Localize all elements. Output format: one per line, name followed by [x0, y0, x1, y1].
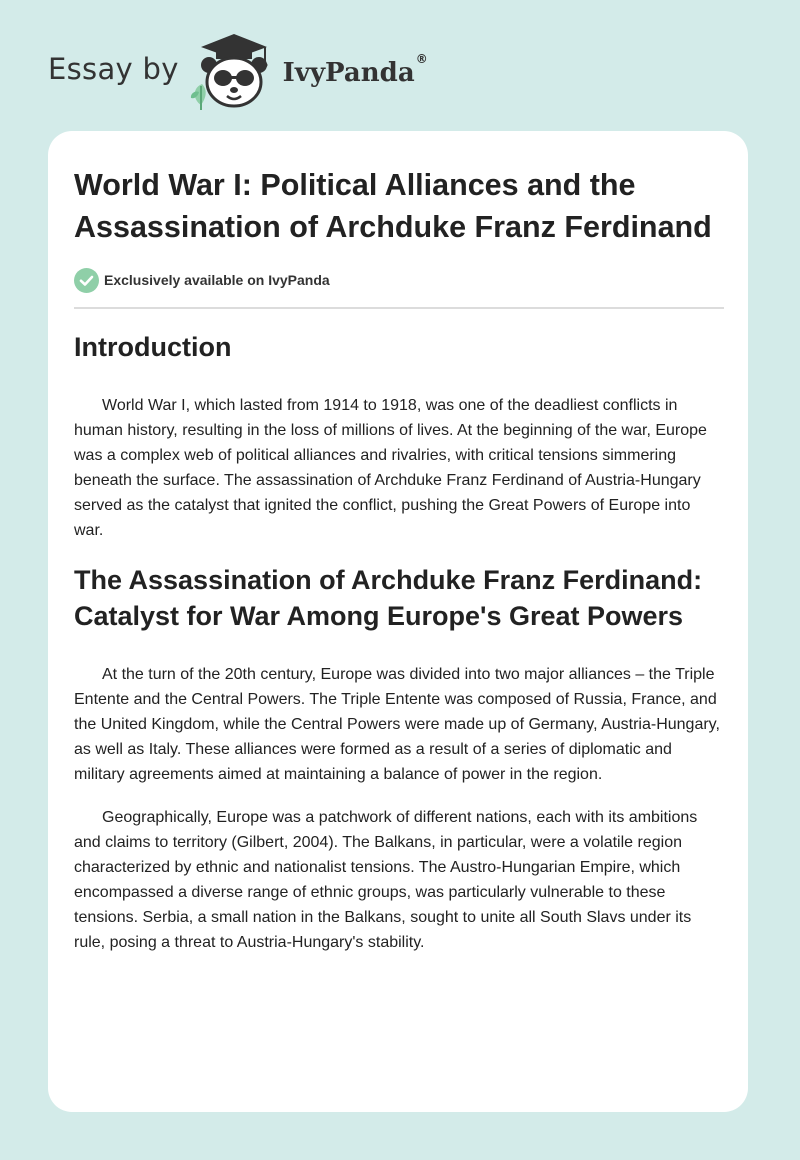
essay-content — [74, 131, 724, 955]
paragraph: Geographically, Europe was a patchwork of different nations, each with its ambitions and claims to territory (Gilbert, 2004). The Balkans, in particular, were a volatile region characterized by ethnic and nationalist tensions. The Austro-Hungarian Empire, which encompassed a diverse range of ethnic groups, was particularly vulnerable to these tensions. Serbia, a small nation in the Balkans, sought to unite all South Slavs under its rule, posing a threat to Austria-Hungary's stability. — [74, 809, 698, 951]
registered-mark: ® — [415, 52, 428, 66]
essay-title: World War I: Political Alliances and the Assassination of Archduke Franz Ferdinand — [74, 168, 712, 244]
essay-by-label: Essay by — [48, 52, 179, 86]
exclusive-badge — [74, 267, 724, 293]
paragraph: At the turn of the 20th century, Europe was divided into two major alliances – the Triple Entente and the Central Powers. The Triple Entente was composed of Russia, France, and the United Kingdom, while the Central Powers were made up of Germany, Austria-Hungary, as well as Italy. These alliances were formed as a result of a series of diplomatic and military agreements aimed at maintaining a balance of power in the region. — [74, 666, 720, 783]
essay-card — [48, 131, 748, 1112]
brand-name[interactable]: IvyPanda® — [282, 52, 428, 88]
ivypanda-logo-icon[interactable] — [189, 32, 279, 112]
section-heading-introduction: Introduction — [74, 332, 232, 362]
check-circle-icon — [74, 268, 99, 293]
site-header — [48, 32, 428, 112]
title-divider — [74, 307, 724, 309]
paragraph: World War I, which lasted from 1914 to 1918, was one of the deadliest conflicts in human history, resulting in the loss of millions of lives. At the beginning of the war, Europe was a complex web of political alliances and rivalries, with critical tensions simmering beneath the surface. The assassination of Archduke Franz Ferdinand of Austria-Hungary served as the catalyst that ignited the conflict, pushing the Great Powers of Europe into war. — [74, 397, 707, 539]
exclusive-label: Exclusively available on IvyPanda — [104, 272, 330, 288]
section-heading-assassination: The Assassination of Archduke Franz Ferdinand: Catalyst for War Among Europe's Great Powers — [74, 565, 703, 631]
